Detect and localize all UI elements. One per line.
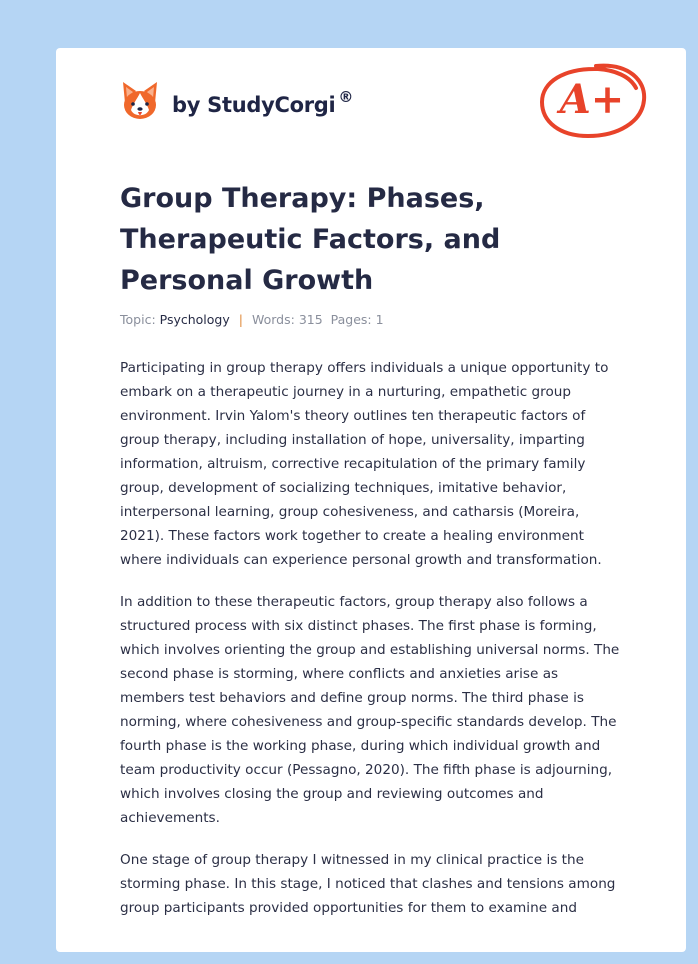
registered-mark: ® [338, 88, 354, 106]
grade-a-plus-badge [538, 60, 648, 142]
brand-text: by StudyCorgi [172, 93, 336, 117]
grade-circle-icon [538, 60, 648, 142]
pages-label: Pages: [330, 312, 372, 327]
essay-paragraph: One stage of group therapy I witnessed in my clinical practice is the storming phase. In this stage, I noticed that clashes and tensions among group participants provided opportunities for them to examine and [120, 852, 616, 916]
essay-paragraph: In addition to these therapeutic factors, group therapy also follows a structured process with six distinct phases. The first phase is forming, which involves orienting the group and establishing universal norms. The second phase is storming, where conflicts and anxieties arise as members test behaviors and define group norms. The third phase is norming, where cohesiveness and group-specific standards develop. The fourth phase is the working phase, during which individual growth and team productivity occur (Pessagno, 2020). The fifth phase is adjourning, which involves closing the group and reviewing outcomes and achievements. [120, 594, 620, 826]
brand-name[interactable] [172, 88, 354, 117]
grade-text: A+ [559, 76, 625, 123]
meta-separator: | [238, 312, 243, 327]
words-label: Words: [251, 312, 295, 327]
essay-title: Group Therapy: Phases, Therapeutic Factors, and Personal Growth [120, 183, 501, 296]
topic-link[interactable]: Psychology [159, 312, 230, 327]
essay-body [120, 356, 626, 938]
essay-paragraph: Participating in group therapy offers individuals a unique opportunity to embark on a therapeutic journey in a nurturing, empathetic group environment. Irvin Yalom's theory outlines ten therapeutic factors of group therapy, including installation of hope, universality, imparting information, altruism, corrective recapitulation of the primary family group, development of socializing techniques, imitative behavior, interpersonal learning, group cohesiveness, and catharsis (Moreira, 2021). These factors work together to create a healing environment where individuals can experience personal growth and transformation. [120, 360, 609, 568]
corgi-logo-icon[interactable] [120, 79, 160, 123]
essay-card [56, 48, 686, 952]
words-value: 315 [298, 312, 323, 327]
essay-meta [120, 312, 384, 327]
pages-value: 1 [375, 312, 384, 327]
topic-label: Topic: [120, 312, 156, 327]
site-header [120, 76, 353, 126]
